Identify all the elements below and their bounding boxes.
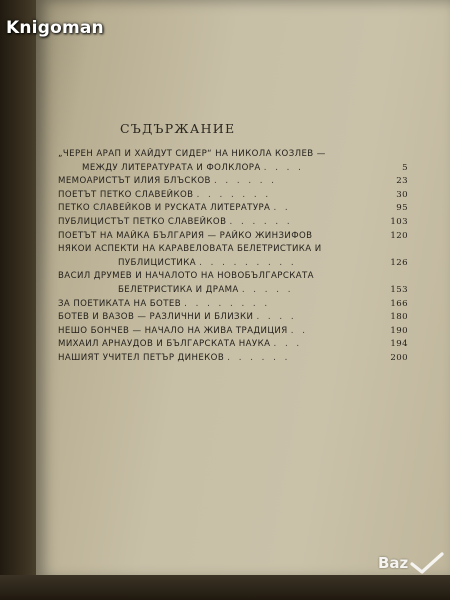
- toc-entry: [58, 352, 408, 366]
- toc-entry-title: НАШИЯТ УЧИТЕЛ ПЕТЪР ДИНЕКОВ . . . . . .: [58, 352, 291, 363]
- toc-entry: [58, 270, 408, 297]
- toc-entry: [58, 148, 408, 175]
- toc-entry-title: ПЕТКО СЛАВЕЙКОВ И РУСКАТА ЛИТЕРАТУРА . .: [58, 203, 291, 214]
- toc-page-number: 103: [390, 216, 408, 227]
- toc-entry: [58, 230, 408, 244]
- book-bottom-edge: [0, 575, 450, 600]
- toc-entry: [58, 325, 408, 339]
- toc-entry-title-cont: БЕЛЕТРИСТИКА И ДРАМА . . . . .: [118, 284, 294, 295]
- toc-entry-title: МИХАИЛ АРНАУДОВ И БЪЛГАРСКАТА НАУКА . . .: [58, 339, 303, 350]
- toc-entry-title: ПОЕТЪТ ПЕТКО СЛАВЕЙКОВ . . . . . . .: [58, 189, 272, 200]
- table-of-contents: [58, 148, 408, 366]
- toc-page-number: 190: [390, 325, 408, 336]
- toc-entry-title-cont: ПУБЛИЦИСТИКА . . . . . . . . .: [118, 257, 297, 268]
- toc-page-number: 5: [402, 162, 408, 173]
- toc-entry-title: ЗА ПОЕТИКАТА НА БОТЕВ . . . . . . . .: [58, 298, 271, 309]
- toc-entry-title-cont: МЕЖДУ ЛИТЕРАТУРАТА И ФОЛКЛОРА . . . .: [82, 162, 304, 173]
- toc-page-number: 200: [390, 352, 408, 363]
- toc-entry: [58, 216, 408, 230]
- toc-entry-title: ВАСИЛ ДРУМЕВ И НАЧАЛОТО НА НОВОБЪЛГАРСКАТА: [58, 271, 314, 282]
- toc-entry: [58, 338, 408, 352]
- bazar-logo: [378, 552, 444, 574]
- toc-entry: [58, 311, 408, 325]
- toc-entry-title: МЕМОАРИСТЪТ ИЛИЯ БЛЪСКОВ . . . . . .: [58, 176, 277, 187]
- toc-entry-title: НЕШО БОНЧЕВ — НАЧАЛО НА ЖИВА ТРАДИЦИЯ . .: [58, 325, 308, 336]
- toc-entry-title: БОТЕВ И ВАЗОВ — РАЗЛИЧНИ И БЛИЗКИ . . . .: [58, 312, 297, 323]
- toc-page-number: 30: [396, 189, 408, 200]
- toc-entry-title: „ЧЕРЕН АРАП И ХАЙДУТ СИДЕР“ НА НИКОЛА КОЗЛЕВ —: [58, 149, 326, 159]
- toc-entry-title: НЯКОИ АСПЕКТИ НА КАРАВЕЛОВАТА БЕЛЕТРИСТИКА И: [58, 244, 322, 255]
- page-title: СЪДЪРЖАНИЕ: [120, 121, 236, 136]
- toc-entry: [58, 175, 408, 189]
- toc-page-number: 180: [390, 312, 408, 323]
- toc-page-number: 120: [390, 230, 408, 241]
- toc-page-number: 126: [390, 257, 408, 268]
- checkmark-icon: [410, 552, 444, 574]
- toc-page-number: 95: [396, 203, 408, 214]
- toc-entry-title: ПОЕТЪТ НА МАЙКА БЪЛГАРИЯ — РАЙКО ЖИНЗИФОВ: [58, 230, 313, 241]
- toc-page-number: 194: [390, 339, 408, 350]
- toc-page-number: 153: [390, 284, 408, 295]
- toc-page-number: 166: [390, 298, 408, 309]
- book-spine-shadow: [0, 0, 40, 600]
- site-watermark: Knigoman: [6, 18, 104, 38]
- toc-entry: [58, 189, 408, 203]
- toc-page-number: 23: [396, 176, 408, 187]
- toc-entry-title: ПУБЛИЦИСТЪТ ПЕТКО СЛАВЕЙКОВ . . . . . .: [58, 216, 293, 227]
- toc-entry: [58, 243, 408, 270]
- logo-text: Baz: [378, 554, 409, 572]
- toc-entry: [58, 298, 408, 312]
- toc-entry: [58, 202, 408, 216]
